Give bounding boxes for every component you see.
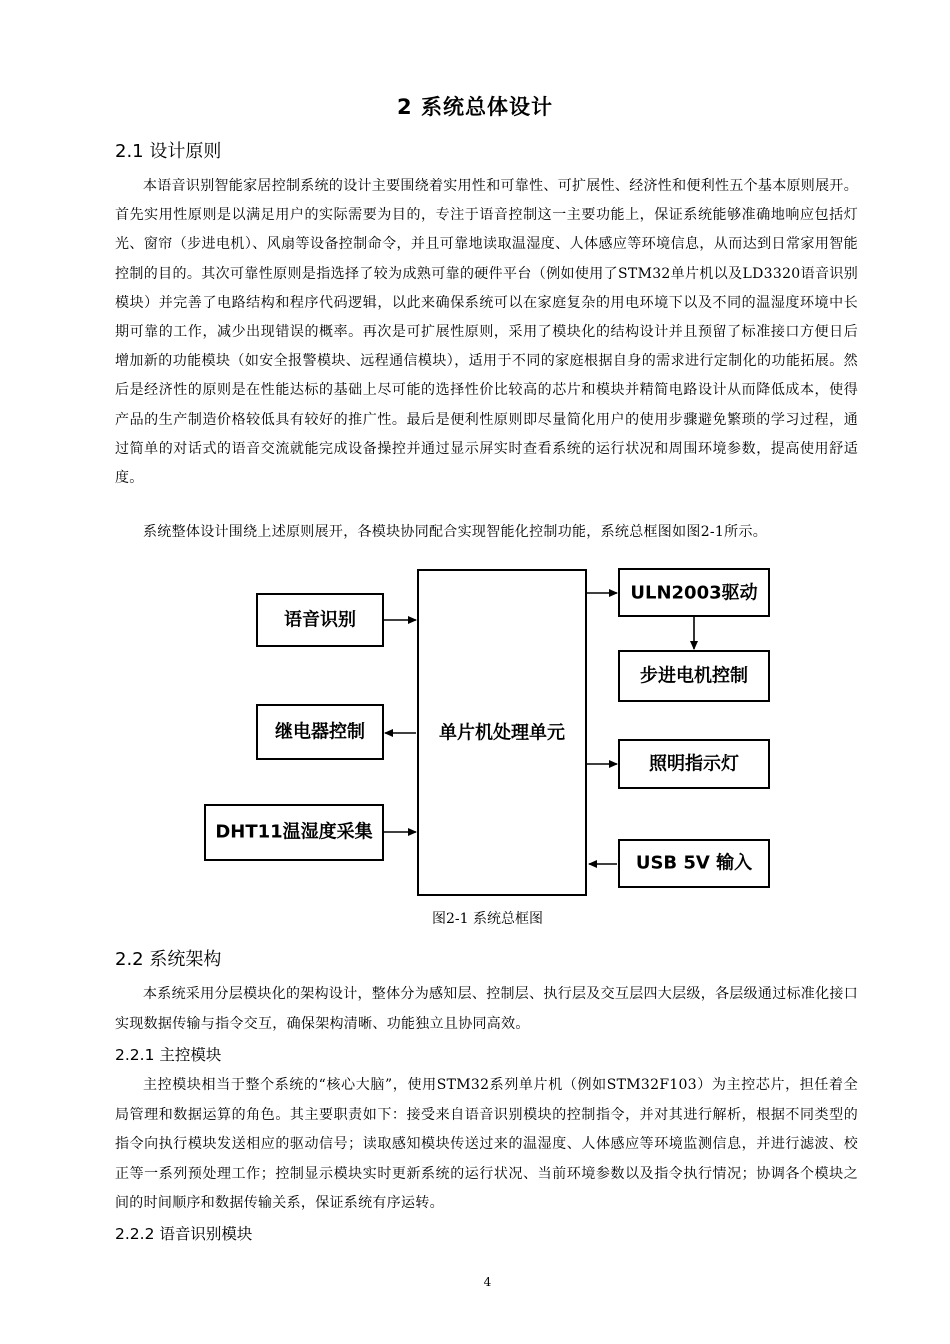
dht11-label: DHT11温湿度采集 [215, 821, 373, 843]
section-heading-2-2-2: 2.2.2 语音识别模块 [115, 1225, 253, 1243]
voice-recognition-label: 语音识别 [284, 609, 356, 631]
page-number: 4 [483, 1275, 492, 1289]
chapter-title: 2 系统总体设计 [397, 95, 553, 119]
lighting-label: 照明指示灯 [649, 753, 739, 775]
paragraph-system-overview: 系统整体设计围绕上述原则展开，各模块协同配合实现智能化控制功能，系统总框图如图2-1所示。 [143, 524, 768, 540]
usb-input-label: USB 5V 输入 [635, 852, 753, 874]
mcu-label: 单片机处理单元 [439, 722, 565, 744]
stepper-label: 步进电机控制 [640, 665, 748, 687]
paragraph-design-principles: 本语音识别智能家居控制系统的设计主要围绕着实用性和可靠性、可扩展性、经济性和便利性五个基本原则展开。首先实用性原则是以满足用户的实际需要为目的，专注于语音控制这一主要功能上，保证系统能够准确地响应包括灯光、窗帘（步进电机）、风扇等设备控制命令，并且可靠地读取温湿度、人体感应等环境信息，从而达到日常家用智能控制的目的。其次可靠性原则是指选择了较为成熟可靠的硬件平台（例如使用了STM32单片机以及LD3320语音识别模块）并完善了电路结构和程序代码逻辑，以此来确保系统可以在家庭复杂的用电环境下以及不同的温湿度环境中长期可靠的工作，减少出现错误的概率。再次是可扩展性原则，采用了模块化的结构设计并且预留了标准接口方便日后增加新的功能模块（如安全报警模块、远程通信模块），适用于不同的家庭根据自身的需求进行定制化的功能拓展。然后是经济性的原则是在性能达标的基础上尽可能的选择性价比较高的芯片和模块并精简电路设计从而降低成本，使得产品的生产制造价格较低具有较好的推广性。最后是便利性原则即尽量简化用户的使用步骤避免繁琐的学习过程，通过简单的对话式的语音交流就能完成设备操控并通过显示屏实时查看系统的运行状况和周围环境参数，提高使用舒适度。 [115, 178, 858, 487]
section-heading-2-2: 2.2 系统架构 [115, 949, 222, 970]
uln2003-label: ULN2003驱动 [630, 582, 758, 604]
paragraph-main-control: 主控模块相当于整个系统的“核心大脑”，使用STM32系列单片机（例如STM32F103）为主控芯片，担任着全局管理和数据运算的角色。其主要职责如下：接受来自语音识别模块的控制指令，并对其进行解析，根据不同类型的指令向执行模块发送相应的驱动信号；读取感知模块传送过来的温湿度、人体感应等环境监测信息，并进行滤波、校正等一系列预处理工作；控制显示模块实时更新系统的运行状况、当前环境参数以及指令执行情况；协调各个模块之间的时间顺序和数据传输关系，保证系统有序运转。 [115, 1077, 858, 1211]
section-heading-2-2-1: 2.2.1 主控模块 [115, 1046, 222, 1064]
section-heading-2-1: 2.1 设计原则 [115, 141, 222, 162]
relay-control-label: 继电器控制 [275, 721, 365, 743]
figure-caption: 图2-1 系统总框图 [432, 911, 543, 927]
paragraph-architecture: 本系统采用分层模块化的架构设计，整体分为感知层、控制层、执行层及交互层四大层级，各层级通过标准化接口实现数据传输与指令交互，确保架构清晰、功能独立且协同高效。 [115, 986, 858, 1032]
